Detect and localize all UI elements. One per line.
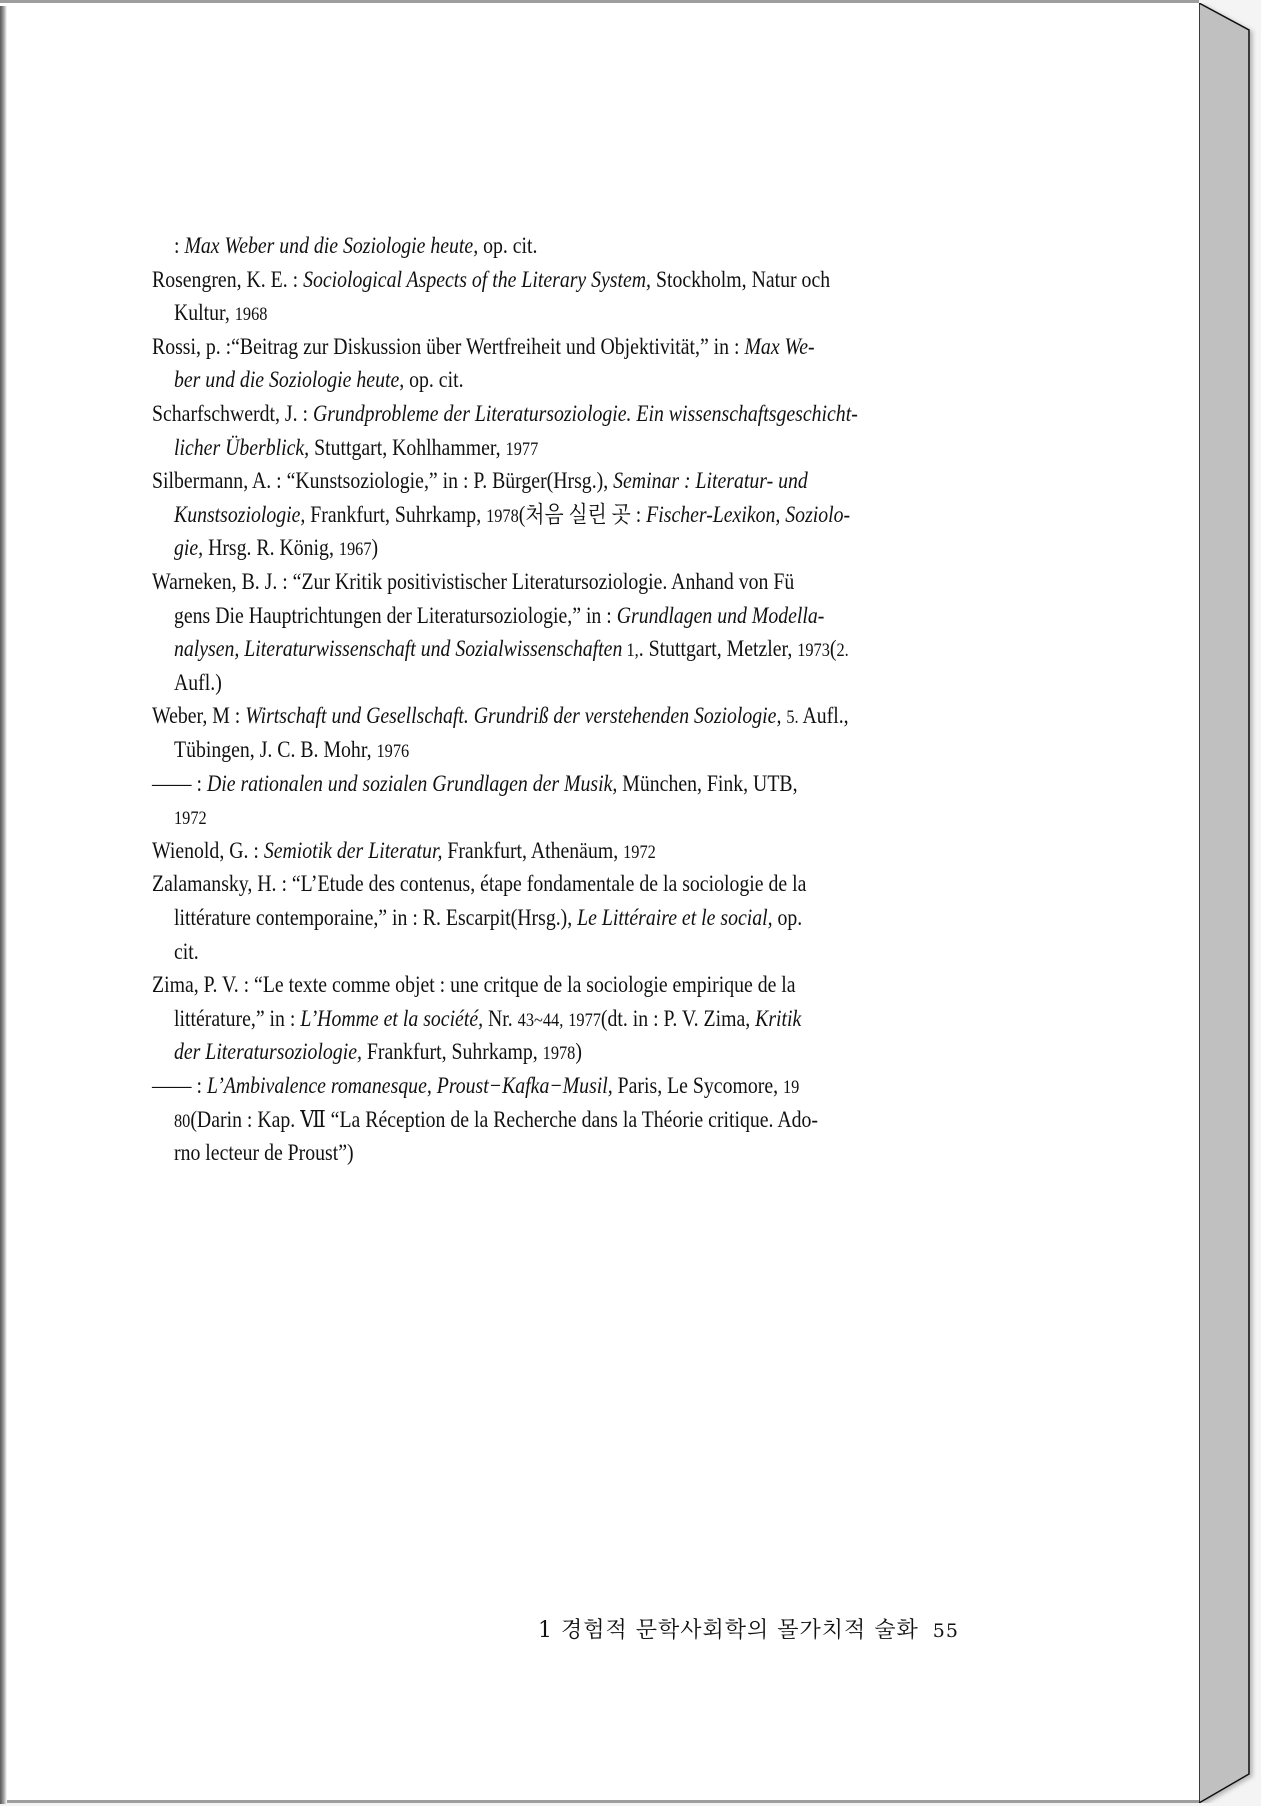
italic-title-text: licher Überblick, — [174, 434, 310, 460]
italic-title-text: Max Weber und die Soziologie heute, — [184, 233, 479, 258]
bibliography-line — [174, 735, 409, 765]
text-segment: Zima, P. V. : “Le texte comme objet : une critque de la sociologie empirique de la — [152, 972, 796, 998]
bibliography-line — [174, 433, 538, 463]
text-segment: 19 — [782, 1077, 800, 1098]
bibliography-line — [152, 701, 849, 731]
bibliography-line — [174, 903, 802, 933]
text-segment: 1967 — [338, 539, 372, 561]
bibliography-line — [174, 533, 378, 563]
text-segment: Stockholm, Natur och — [651, 266, 831, 292]
text-segment: 1, — [622, 640, 639, 662]
text-segment: Frankfurt, Suhrkamp, — [361, 1039, 543, 1065]
text-segment: Aufl.) — [174, 669, 222, 695]
text-segment: op. cit. — [478, 233, 538, 258]
bibliography-line — [174, 1037, 582, 1067]
bibliography-line — [152, 399, 858, 429]
text-segment: op. cit. — [404, 367, 464, 393]
text-segment: 1977 — [568, 1009, 601, 1031]
text-segment: 1976 — [376, 741, 410, 762]
text-segment: Kultur, — [174, 300, 235, 326]
bibliography-line — [174, 365, 464, 395]
text-segment: Weber, M : — [152, 703, 246, 729]
bibliography-line — [174, 668, 222, 698]
text-segment: Hrsg. R. König, — [203, 535, 339, 561]
bibliography-line — [174, 1004, 801, 1034]
italic-title-text: gie, — [174, 535, 204, 561]
text-segment: 5. — [786, 707, 799, 729]
italic-title-text: der Literatursoziologie, — [174, 1039, 362, 1065]
italic-title-text: Die rationalen und sozialen Grundlagen der Musik, — [206, 770, 618, 796]
text-segment: Frankfurt, Athenäum, — [442, 837, 624, 863]
italic-title-text: nalysen, Literaturwissenschaft und Sozialwissenschaften — [174, 636, 623, 662]
text-segment: 1972 — [623, 841, 656, 863]
italic-title-text: L’Homme et la société, — [300, 1005, 484, 1031]
text-segment: Wienold, G. : — [152, 837, 264, 863]
text-segment: München, Fink, UTB, — [617, 770, 798, 796]
text-segment: 1973 — [797, 640, 830, 662]
text-segment: Rossi, p. :“Beitrag zur Diskussion über Wertfreiheit und Objektivität,” in : — [152, 333, 745, 359]
page-number: 55 — [932, 1620, 959, 1642]
bibliography-line — [174, 601, 824, 631]
text-segment: 2. — [836, 640, 849, 662]
italic-title-text: ber und die Soziologie heute, — [174, 367, 405, 393]
bibliography-line — [152, 970, 796, 1000]
text-segment: 1978 — [542, 1043, 576, 1065]
bibliography-line — [174, 1105, 818, 1135]
bibliography-line — [174, 937, 199, 967]
text-segment: op. — [772, 905, 803, 930]
text-segment: littérature,” in : — [174, 1005, 301, 1031]
text-segment: 43~44, — [517, 1009, 564, 1031]
italic-title-text: Kritik — [755, 1005, 802, 1031]
running-head: 1 경험적 문학사회학의 몰가치적 술화 — [538, 1618, 919, 1643]
italic-title-text: Sociological Aspects of the Literary System, — [303, 266, 652, 292]
book-spine-3d-edge — [1199, 3, 1249, 1803]
text-segment: (dt. in : P. V. Zima, — [600, 1005, 756, 1031]
text-segment: gens Die Hauptrichtungen der Literatursoziologie,” in : — [174, 602, 617, 628]
text-segment: Tübingen, J. C. B. Mohr, — [174, 737, 377, 762]
text-segment: Paris, Le Sycomore, — [612, 1073, 783, 1098]
bibliography-line — [174, 500, 850, 530]
italic-title-text: Max We- — [744, 333, 815, 359]
text-segment: ) — [575, 1039, 582, 1065]
spine-face — [1199, 3, 1249, 1803]
text-segment: Aufl., — [798, 703, 849, 729]
text-segment: ( — [829, 636, 837, 662]
page-left-edge-shadow — [0, 6, 7, 1804]
bibliography-line — [152, 265, 830, 295]
bibliography-line — [152, 836, 656, 866]
bibliography-line — [152, 466, 808, 496]
text-segment: (Darin : Kap. Ⅶ “La Réception de la Recherche dans la Théorie critique. Ado- — [190, 1106, 819, 1132]
bibliography-line — [174, 1138, 354, 1168]
bibliography-line — [174, 634, 849, 664]
text-segment: Nr. — [483, 1005, 518, 1031]
italic-title-text: Kunstsoziologie, — [174, 501, 306, 527]
bibliography-line — [152, 769, 798, 799]
text-segment: ) — [371, 535, 379, 561]
italic-title-text: Grundprobleme der Literatursoziologie. Ein wissenschaftsgeschicht- — [312, 401, 858, 426]
text-segment: 1978 — [486, 505, 519, 527]
text-segment: Silbermann, A. : “Kunstsoziologie,” in : P. Bürger(Hrsg.), — [152, 468, 614, 494]
text-segment: Warneken, B. J. : “Zur Kritik positivistischer Literatursoziologie. Anhand von Fü — [152, 569, 795, 594]
text-segment: 1972 — [174, 808, 207, 830]
bibliography-line — [174, 802, 207, 832]
italic-title-text: Grundlagen und Modella- — [616, 602, 825, 628]
bibliography-line — [174, 231, 537, 261]
text-segment: 1968 — [234, 304, 268, 326]
text-segment: 1977 — [505, 438, 539, 460]
text-segment: Stuttgart, Kohlhammer, — [309, 434, 506, 460]
text-segment: Scharfschwerdt, J. : — [152, 401, 313, 426]
italic-title-text: Semiotik der Literatur, — [263, 837, 443, 863]
bibliography-line — [152, 567, 794, 597]
text-segment: . Stuttgart, Metzler, — [638, 636, 798, 662]
text-segment: Zalamansky, H. : “L’Etude des contenus, étape fondamentale de la sociologie de la — [152, 871, 807, 897]
italic-title-text: Wirtschaft und Gesellschaft. Grundriß der verstehenden Soziologie, — [245, 703, 782, 729]
italic-title-text: Seminar : Literatur- und — [613, 468, 808, 494]
bibliography-line — [152, 1071, 799, 1101]
text-segment: cit. — [174, 938, 199, 964]
bibliography-line — [152, 332, 815, 362]
page-footer — [538, 1613, 959, 1644]
italic-title-text: Fischer-Lexikon, Soziolo- — [646, 501, 851, 527]
bibliography-line — [152, 869, 806, 899]
text-segment: —— : — [152, 770, 207, 796]
bibliography-line — [174, 298, 267, 328]
text-segment: Rosengren, K. E. : — [152, 266, 304, 292]
text-segment: Frankfurt, Suhrkamp, — [305, 501, 487, 527]
text-segment: rno lecteur de Proust”) — [174, 1140, 354, 1166]
text-segment: littérature contemporaine,” in : R. Escarpit(Hrsg.), — [174, 905, 578, 930]
text-segment: 80 — [174, 1110, 191, 1132]
italic-title-text: L’Ambivalence romanesque, Proust−Kafka−Musil, — [206, 1073, 613, 1098]
text-segment: (처음 실린 곳 : — [518, 501, 647, 527]
text-segment: —— : — [152, 1073, 207, 1098]
italic-title-text: Le Littéraire et le social, — [577, 905, 773, 930]
text-segment: : — [174, 233, 185, 258]
